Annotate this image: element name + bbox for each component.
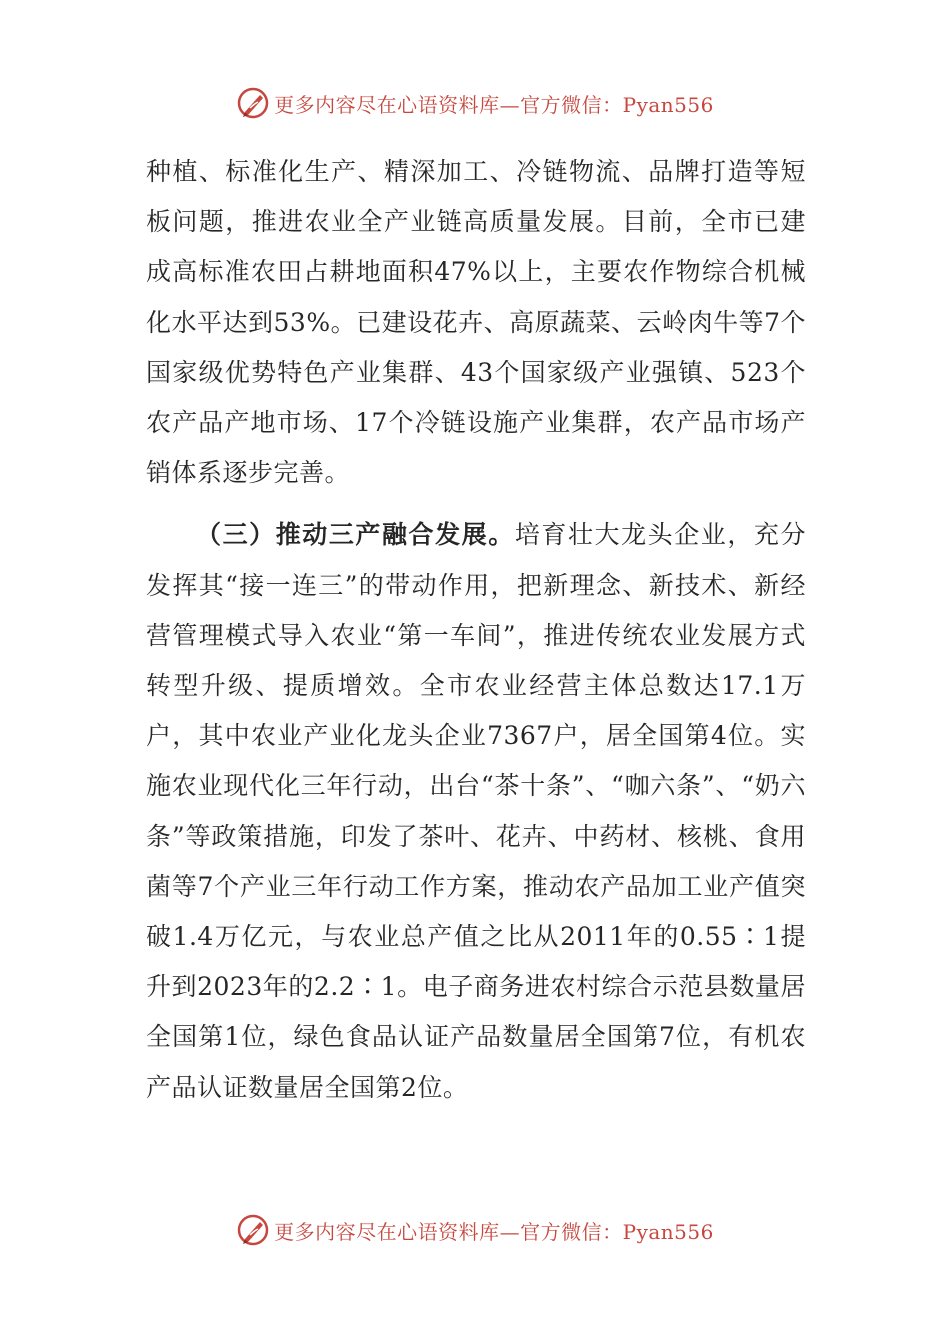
section-heading: （三）推动三产融合发展。: [196, 520, 515, 550]
watermark-text: 更多内容尽在心语资料库—官方微信：Pyan556: [274, 1219, 714, 1244]
paragraph-2: [146, 510, 806, 1112]
watermark-text: 更多内容尽在心语资料库—官方微信：Pyan556: [274, 92, 714, 117]
paragraph-1: 种植、标准化生产、精深加工、冷链物流、品牌打造等短板问题，推进农业全产业链高质量发展。目前，全市已建成高标准农田占耕地面积47%以上，主要农作物综合机械化水平达到53%。已建设花卉、高原蔬菜、云岭肉牛等7个国家级优势特色产业集群、43个国家级产业强镇、523个农产品产地市场、17个冷链设施产业集群，农产品市场产销体系逐步完善。: [146, 157, 806, 488]
watermark-header: [0, 83, 950, 123]
pen-logo-icon: [236, 86, 270, 120]
paragraph-2-text: 培育壮大龙头企业，充分发挥其“接一连三”的带动作用，把新理念、新技术、新经营管理模式导入农业“第一车间”，推进传统农业发展方式转型升级、提质增效。全市农业经营主体总数达17.1万户，其中农业产业化龙头企业7367户，居全国第4位。实施农业现代化三年行动，出台“茶十条”、“咖六条”、“奶六条”等政策措施，印发了茶叶、花卉、中药材、核桃、食用菌等7个产业三年行动工作方案，推动农产品加工业产值突破1.4万亿元，与农业总产值之比从2011年的0.55∶1提升到2023年的2.2∶1。电子商务进农村综合示范县数量居全国第1位，绿色食品认证产品数量居全国第7位，有机农产品认证数量居全国第2位。: [146, 520, 806, 1102]
document-body: [146, 147, 806, 1113]
pen-logo-icon: [236, 1213, 270, 1247]
watermark-footer: [0, 1210, 950, 1250]
